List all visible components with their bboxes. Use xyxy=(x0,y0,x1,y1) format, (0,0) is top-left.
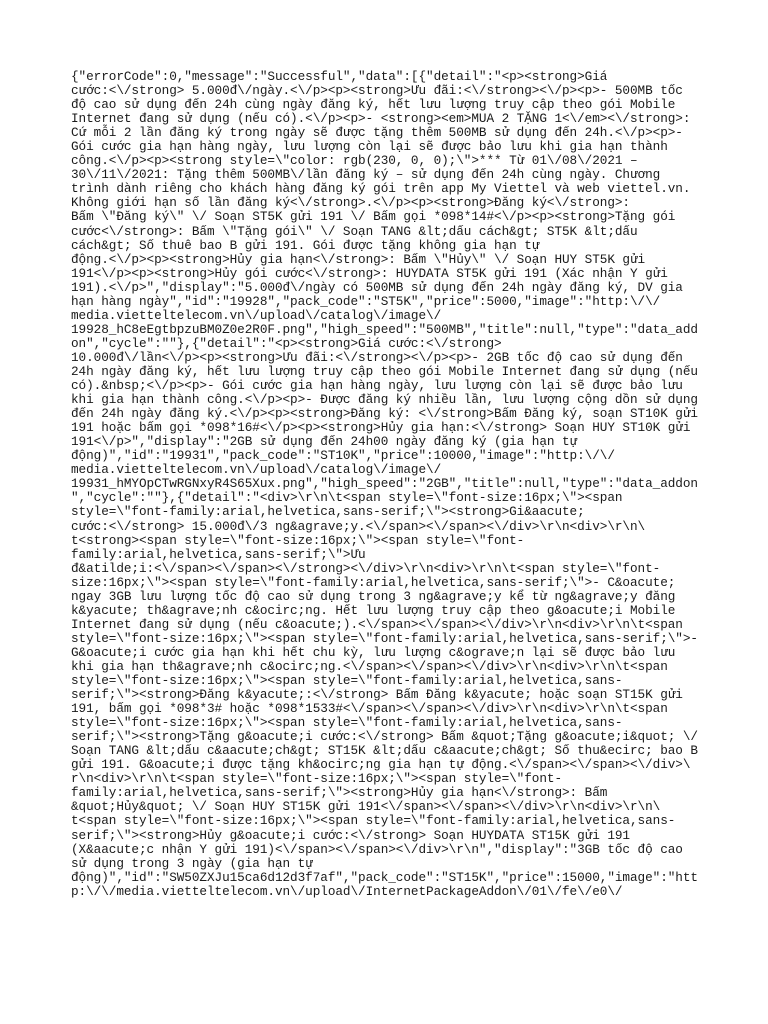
text-line: 19931_hMYOpCTwRGNxyR4S65Xux.png","high_speed":"2GB","title":null,"type":"data_addon xyxy=(71,476,698,492)
text-line: size:16px;\"><span style=\"font-family:arial,helvetica,sans-serif;\">- C&oacute; xyxy=(71,574,676,590)
text-line: Gói cước gia hạn hàng ngày, lưu lượng còn lại sẽ được bảo lưu khi gia hạn thành xyxy=(71,139,668,155)
text-line: &quot;Hủy&quot; \/ Soạn HUY ST15K gửi 191<\/span><\/span><\/div>\r\n<div>\r\n\ xyxy=(71,799,661,815)
text-line: p:\/\/media.vietteltelecom.vn\/upload\/InternetPackageAddon\/01\/fe\/e0\/ xyxy=(71,883,623,899)
text-line: ","cycle":""},{"detail":"<div>\r\n\t<span style=\"font-size:16px;\"><span xyxy=(71,490,623,506)
text-line: có).&nbsp;<\/p><p>- Gói cước gia hạn hàng ngày, lưu lượng còn lại sẽ được bảo lưu xyxy=(71,378,683,394)
text-line: family:arial,helvetica,sans-serif;\"><strong>Hủy gia hạn<\/strong>: Bấm xyxy=(71,785,608,801)
text-line: t<strong><span style=\"font-size:16px;\"><span style=\"font- xyxy=(71,532,525,548)
text-line: serif;\"><strong>Hủy g&oacute;i cước:<\/strong> Soạn HUYDATA ST15K gửi 191 xyxy=(71,827,630,843)
text-line: hạn hàng ngày","id":"19928","pack_code":"ST5K","price":5000,"image":"http:\/\/ xyxy=(71,293,661,309)
text-line: on","cycle":""},{"detail":"<p><strong>Giá cước:<\/strong> xyxy=(71,335,502,351)
text-line: k&yacute; th&agrave;nh c&ocirc;ng. Hết lưu lượng truy cập theo g&oacute;i Mobile xyxy=(71,602,676,618)
text-line: (X&aacute;c nhận Y gửi 191)<\/span><\/span><\/div>\r\n","display":"3GB tốc độ cao xyxy=(71,841,683,857)
text-line: trình dành riêng cho khách hàng đăng ký gói trên app My Viettel và web viettel.vn. xyxy=(71,181,691,197)
text-line: serif;\"><strong>Đăng k&yacute;:<\/strong> Bấm Đăng k&yacute; hoặc soạn ST15K gửi xyxy=(71,687,683,703)
text-line: style=\"font-family:arial,helvetica,sans-serif;\"><strong>Gi&aacute; xyxy=(71,504,585,520)
text-line: công.<\/p><p><strong style=\"color: rgb(230, 0, 0);\">*** Từ 01\/08\/2021 – xyxy=(71,153,638,169)
text-line: {"errorCode":0,"message":"Successful","data":[{"detail":"<p><strong>Giá xyxy=(71,69,608,84)
text-line: động)","id":"SW50ZXJu15ca6d12d3f7af","pack_code":"ST15K","price":15000,"image":"htt xyxy=(71,869,698,885)
text-line: khi gia hạn th&agrave;nh c&ocirc;ng.<\/span><\/span><\/div>\r\n<div>\r\n\t<span xyxy=(71,658,668,674)
text-line: family:arial,helvetica,sans-serif;\">Ưu xyxy=(71,546,366,562)
text-line: t<span style=\"font-size:16px;\"><span style=\"font-family:arial,helvetica,sans- xyxy=(71,813,676,829)
text-line: style=\"font-size:16px;\"><span style=\"font-family:arial,helvetica,sans- xyxy=(71,673,623,689)
text-line: khi gia hạn thành công.<\/p><p>- Được đăng ký nhiều lần, lưu lượng cộng dồn sử dụng xyxy=(71,392,698,408)
text-line: sử dụng trong 3 ngày (gia hạn tự xyxy=(71,855,313,871)
text-line: ngay 3GB lưu lượng tốc độ cao sử dụng trong 3 ng&agrave;y kể từ ng&agrave;y đăng xyxy=(71,588,676,604)
text-line: G&oacute;i cước gia hạn khi hết chu kỳ, lưu lượng c&ograve;n lại sẽ được bảo lưu xyxy=(71,644,676,660)
text-line: 191 hoặc bấm gọi *098*16#<\/p><p><strong>Hủy gia hạn:<\/strong> Soạn HUY ST10K gửi xyxy=(71,420,691,436)
text-line: cước:<\/strong> 15.000đ\/3 ng&agrave;y.<\/span><\/span><\/div>\r\n<div>\r\n\ xyxy=(71,518,646,534)
text-line: đ&atilde;i:<\/span><\/span><\/strong><\/div>\r\n<div>\r\n\t<span style=\"font- xyxy=(71,560,661,576)
text-line: media.vietteltelecom.vn\/upload\/catalog\/image\/ xyxy=(71,307,442,323)
text-line: 19928_hC8eEgtbpzuBM0Z0e2R0F.png","high_speed":"500MB","title":null,"type":"data_add xyxy=(71,321,698,337)
text-line: 191, bấm gọi *098*3# hoặc *098*1533#<\/span><\/span><\/div>\r\n<div>\r\n\t<span xyxy=(71,701,668,717)
text-line: động)","id":"19931","pack_code":"ST10K","price":10000,"image":"http:\/\/ xyxy=(71,448,615,464)
json-response-text xyxy=(71,70,711,899)
text-line: style=\"font-size:16px;\"><span style=\"font-family:arial,helvetica,sans-serif;\">- xyxy=(71,630,698,646)
text-line: 191).<\/p>","display":"5.000đ\/ngày có 500MB sử dụng đến 24h ngày đăng ký, DV gia xyxy=(71,279,683,295)
text-line: cước:<\/strong> 5.000đ\/ngày.<\/p><p><strong>Ưu đãi:<\/strong><\/p><p>- 500MB tốc xyxy=(71,83,683,99)
text-line: động.<\/p><p><strong>Hủy gia hạn<\/strong>: Bấm \"Hủy\" \/ Soạn HUY ST5K gửi xyxy=(71,251,646,267)
text-line: Cứ mỗi 2 lần đăng ký trong ngày sẽ được tặng thêm 500MB sử dụng đến 24h.<\/p><p>- xyxy=(71,125,683,141)
text-line: 24h ngày đăng ký, hết lưu lượng truy cập theo gói Mobile Internet đang sử dụng (nếu xyxy=(71,363,698,379)
text-line: style=\"font-size:16px;\"><span style=\"font-family:arial,helvetica,sans- xyxy=(71,715,623,731)
text-line: Soạn TANG &lt;dấu c&aacute;ch&gt; ST15K &lt;dấu c&aacute;ch&gt; Số thu&ecirc; bao B xyxy=(71,743,698,759)
text-line: serif;\"><strong>Tặng g&oacute;i cước:<\/strong> Bấm &quot;Tặng g&oacute;i&quot; \/ xyxy=(71,729,698,745)
text-line: Bấm \"Đăng ký\" \/ Soạn ST5K gửi 191 \/ Bấm gọi *098*14#<\/p><p><strong>Tặng gói xyxy=(71,209,676,225)
text-line: cước<\/strong>: Bấm \"Tặng gói\" \/ Soạn TANG &lt;dấu cách&gt; ST5K &lt;dấu xyxy=(71,223,638,239)
text-line: 30\/11\/2021: Tặng thêm 500MB\/lần đăng ký – sử dụng đến 24h cùng ngày. Chương xyxy=(71,167,661,183)
text-line: độ cao sử dụng đến 24h cùng ngày đăng ký, hết lưu lượng truy cập theo gói Mobile xyxy=(71,97,676,113)
text-line: media.vietteltelecom.vn\/upload\/catalog\/image\/ xyxy=(71,462,442,478)
text-line: đến 24h ngày đăng ký.<\/p><p><strong>Đăng ký: <\/strong>Bấm Đăng ký, soạn ST10K gửi xyxy=(71,406,698,422)
text-line: 191<\/p>","display":"2GB sử dụng đến 24h00 ngày đăng ký (gia hạn tự xyxy=(71,434,578,450)
text-line: Internet đang sử dụng (nếu c&oacute;).<\/span><\/span><\/div>\r\n<div>\r\n\t<span xyxy=(71,616,683,632)
text-line: Internet đang sử dụng (nếu có).<\/p><p>- <strong><em>MUA 2 TẶNG 1<\/em><\/strong>: xyxy=(71,111,691,127)
text-line: 10.000đ\/lần<\/p><p><strong>Ưu đãi:<\/strong><\/p><p>- 2GB tốc độ cao sử dụng đến xyxy=(71,349,683,365)
document-page xyxy=(71,70,711,899)
text-line: cách&gt; Số thuê bao B gửi 191. Gói được tặng không gia hạn tự xyxy=(71,237,540,253)
text-line: gửi 191. G&oacute;i được tặng kh&ocirc;ng gia hạn tự động.<\/span><\/span><\/div>\ xyxy=(71,757,691,773)
text-line: r\n<div>\r\n\t<span style=\"font-size:16px;\"><span style=\"font- xyxy=(71,771,562,787)
text-line: 191<\/p><p><strong>Hủy gói cước<\/strong>: HUYDATA ST5K gửi 191 (Xác nhận Y gửi xyxy=(71,265,668,281)
text-line: Không giới hạn số lần đăng ký<\/strong>.<\/p><p><strong>Đăng ký<\/strong>: xyxy=(71,195,630,211)
